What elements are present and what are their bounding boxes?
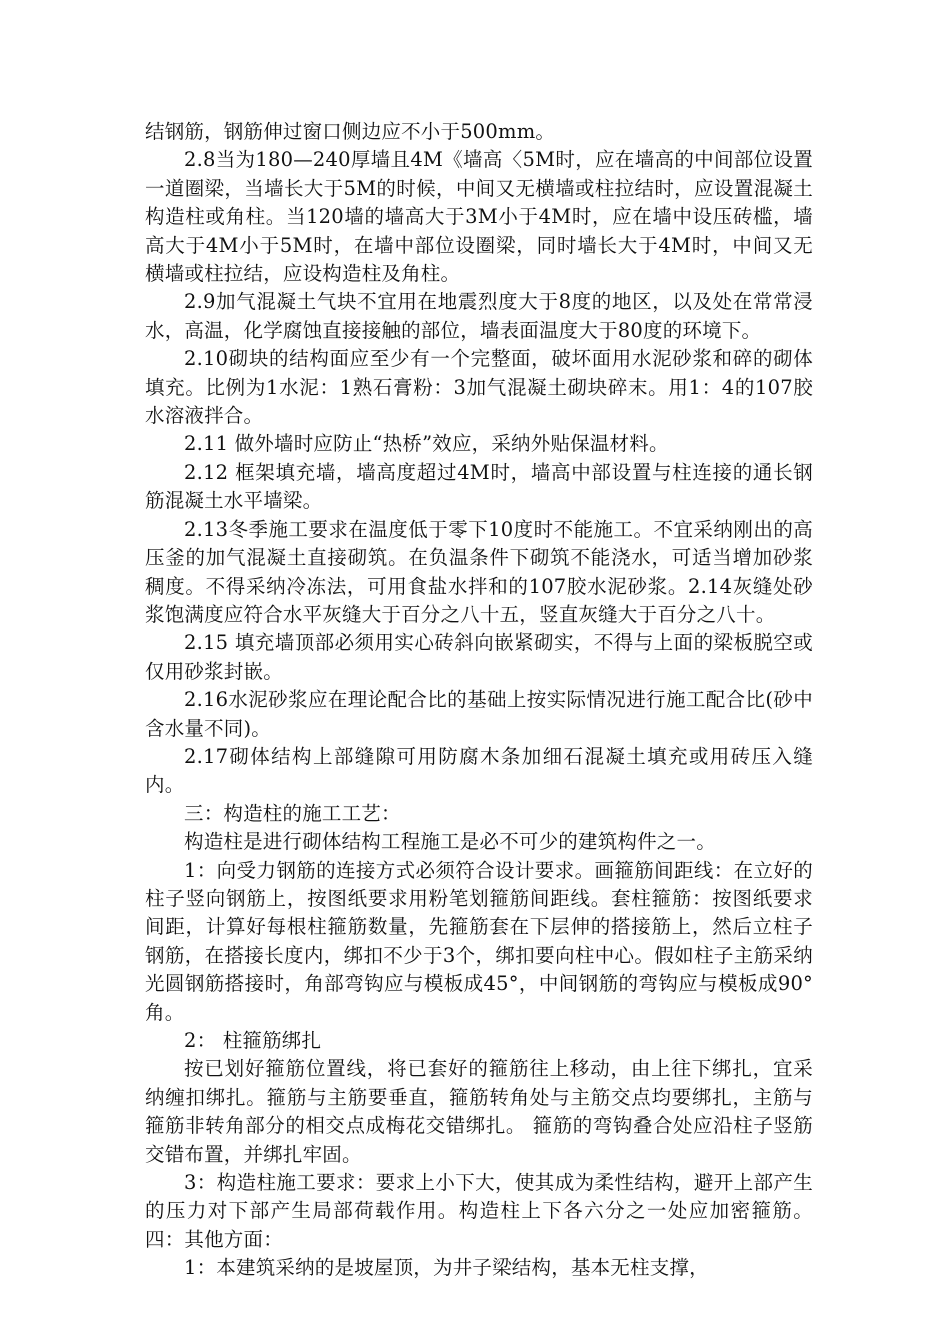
paragraph-2-10: 2.10砌块的结构面应至少有一个完整面，破坏面用水泥砂浆和碎的砌体填充。比例为1水泥：1熟石膏粉：3加气混凝土砌块碎末。用1：4的107胶水溶液拌合。 bbox=[145, 347, 813, 428]
paragraph-2-16: 2.16水泥砂浆应在理论配合比的基础上按实际情况进行施工配合比(砂中含水量不同)。 bbox=[145, 688, 813, 740]
paragraph-step-2-heading: 2： 柱箍筋绑扎 bbox=[184, 1029, 322, 1052]
paragraph-step-1: 1：向受力钢筋的连接方式必须符合设计要求。画箍筋间距线：在立好的柱子竖向钢筋上，按图纸要求用粉笔划箍筋间距线。套柱箍筋：按图纸要求间距，计算好每根柱箍筋数量，先箍筋套在下层伸的搭接筋上，然后立柱子钢筋，在搭接长度内，绑扣不少于3个，绑扣要向柱中心。假如柱子主筋采纳光圆钢筋搭接时，角部弯钩应与模板成45°，中间钢筋的弯钩应与模板成90°角。 bbox=[145, 858, 813, 1024]
paragraph-continuation: 结钢筋，钢筋伸过窗口侧边应不小于500mm。 bbox=[145, 120, 556, 143]
paragraph-intro: 构造柱是进行砌体结构工程施工是必不可少的建筑构件之一。 bbox=[184, 830, 716, 854]
paragraph-2-11: 2.11 做外墙时应防止“热桥”效应，采纳外贴保温材料。 bbox=[184, 432, 669, 456]
paragraph-step-2-body: 按已划好箍筋位置线，将已套好的箍筋往上移动，由上往下绑扎，宜采纳缠扣绑扎。箍筋与主筋要垂直，箍筋转角处与主筋交点均要绑扎，主筋与箍筋非转角部分的相交点成梅花交错绑扎。 箍筋的弯钩叠合处应沿柱子竖筋交错布置，并绑扎牢固。 bbox=[145, 1057, 813, 1166]
paragraph-2-8: 2.8当为180—240厚墙且4M《墙高〈5M时，应在墙高的中间部位设置一道圈梁，当墙长大于5M的时候，中间又无横墙或柱拉结时，应设置混凝土构造柱或角柱。当120墙的墙高大于3M小于4M时，应在墙中设压砖槛，墙高大于4M小于5M时，在墙中部位设圈梁，同时墙长大于4M时，中间又无横墙或柱拉结，应设构造柱及角柱。 bbox=[145, 148, 813, 286]
section-heading-3: 三：构造柱的施工工艺： bbox=[184, 801, 401, 825]
document-body bbox=[145, 118, 813, 1283]
paragraph-2-13: 2.13冬季施工要求在温度低于零下10度时不能施工。不宜采纳刚出的高压釜的加气混凝土直接砌筑。在负温条件下砌筑不能浇水，可适当增加砂浆稠度。不得采纳冷冻法，可用食盐水拌和的107胶水泥砂浆。2.14灰缝处砂浆饱满度应符合水平灰缝大于百分之八十五，竖直灰缝大于百分之八十。 bbox=[145, 517, 813, 626]
paragraph-2-12: 2.12 框架填充墙，墙高度超过4M时，墙高中部设置与柱连接的通长钢筋混凝土水平墙梁。 bbox=[145, 460, 813, 513]
paragraph-other-1: 1：本建筑采纳的是坡屋顶，为井子梁结构，基本无柱支撑， bbox=[184, 1256, 709, 1280]
paragraph-2-9: 2.9加气混凝土气块不宜用在地震烈度大于8度的地区，以及处在常常浸水，高温，化学腐蚀直接接触的部位，墙表面温度大于80度的环境下。 bbox=[145, 290, 813, 342]
paragraph-2-17: 2.17砌体结构上部缝隙可用防腐木条加细石混凝土填充或用砖压入缝内。 bbox=[145, 744, 813, 797]
paragraph-step-3: 3：构造柱施工要求：要求上小下大，使其成为柔性结构，避开上部产生的压力对下部产生局部荷载作用。构造柱上下各六分之一处应加密箍筋。四：其他方面： bbox=[145, 1171, 813, 1251]
paragraph-2-15: 2.15 填充墙顶部必须用实心砖斜向嵌紧砌实，不得与上面的梁板脱空或仅用砂浆封嵌。 bbox=[145, 631, 813, 683]
